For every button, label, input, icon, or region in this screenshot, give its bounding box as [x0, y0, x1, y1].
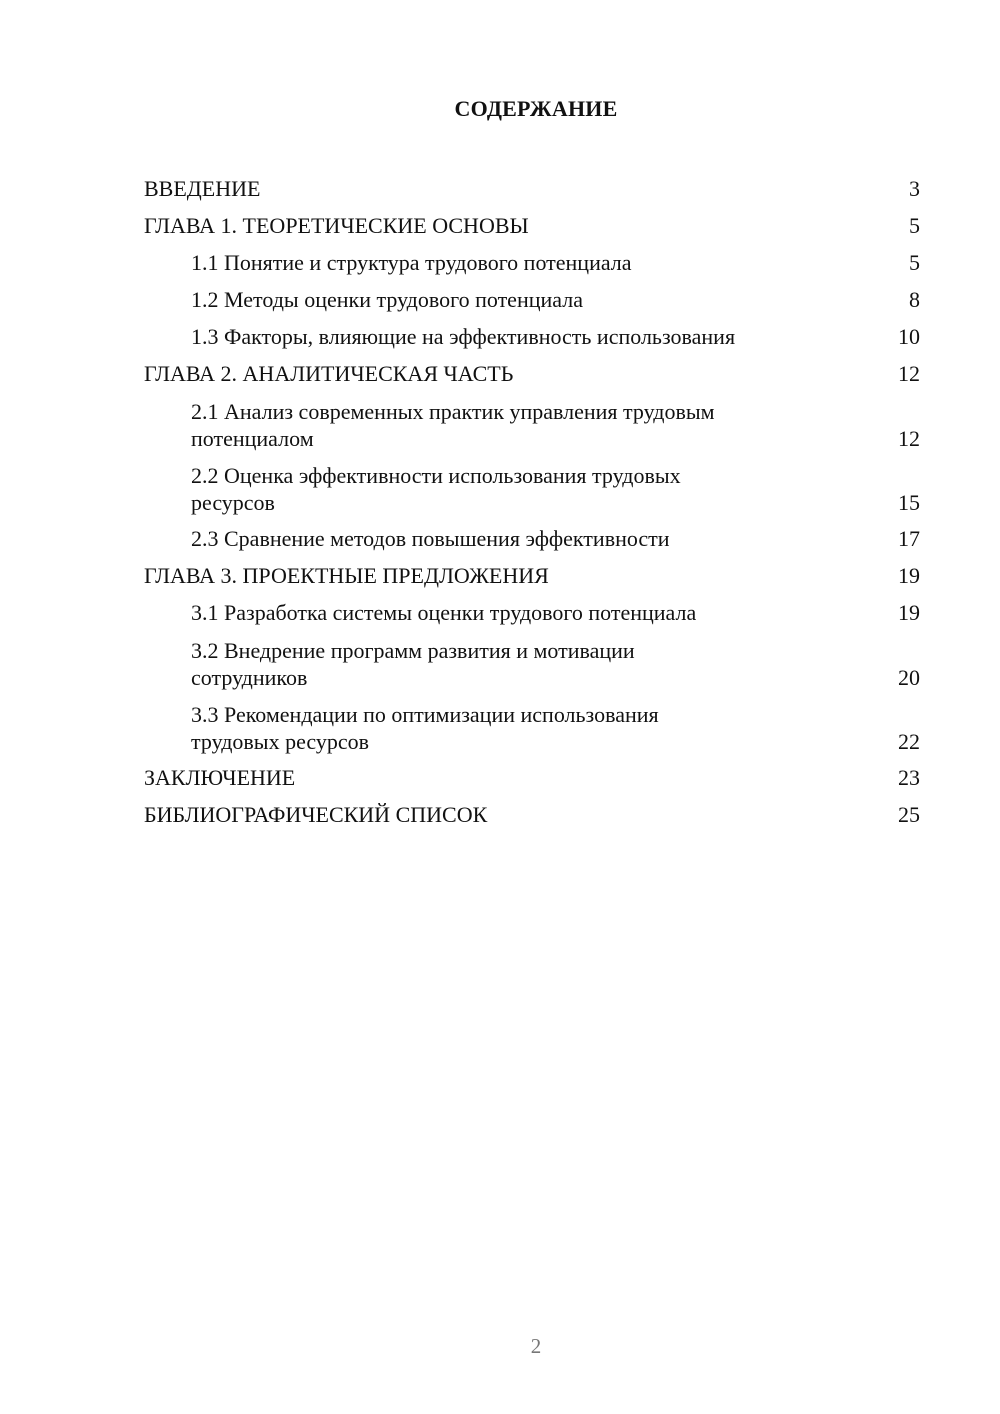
toc-entry-conclusion[interactable]: [144, 759, 920, 796]
toc-entry-label: ВВЕДЕНИЕ: [144, 176, 261, 201]
toc-entry-page: 3: [909, 176, 920, 201]
toc-entry-label: ГЛАВА 3. ПРОЕКТНЫЕ ПРЕДЛОЖЕНИЯ: [144, 563, 549, 588]
toc-entry-label: БИБЛИОГРАФИЧЕСКИЙ СПИСОК: [144, 802, 488, 827]
toc-entry-section-2-3[interactable]: [144, 520, 920, 557]
toc-entry-label: ГЛАВА 1. ТЕОРЕТИЧЕСКИЕ ОСНОВЫ: [144, 213, 529, 238]
toc-entry-page: 12: [898, 361, 920, 386]
toc-entry-label: ЗАКЛЮЧЕНИЕ: [144, 765, 296, 790]
toc-entry-section-2-2[interactable]: [144, 456, 920, 520]
toc-entry-page: 17: [898, 526, 920, 551]
page-title: СОДЕРЖАНИЕ: [454, 96, 618, 121]
toc-entry-page: 23: [898, 765, 920, 790]
toc-entry-label: 1.2 Методы оценки трудового потенциала: [191, 287, 583, 312]
toc-entry-page: 10: [898, 324, 920, 349]
toc-entry-introduction[interactable]: [144, 170, 920, 207]
toc-entry-label: 2.3 Сравнение методов повышения эффективности: [191, 526, 670, 551]
toc-entry-label: 3.1 Разработка системы оценки трудового потенциала: [191, 600, 697, 625]
toc-entry-page: 25: [898, 802, 920, 827]
toc-entry-page: 22: [898, 729, 920, 754]
toc-entry-section-3-1[interactable]: [144, 594, 920, 631]
toc-entry-chapter-3[interactable]: [144, 557, 920, 594]
toc-entry-page: 19: [898, 563, 920, 588]
toc-entry-label: 1.1 Понятие и структура трудового потенциала: [191, 250, 632, 275]
toc-entry-page: 5: [909, 250, 920, 275]
page-number: 2: [530, 1334, 542, 1358]
toc-entry-section-1-2[interactable]: [144, 281, 920, 318]
toc-entry-label: 3.2 Внедрение программ развития и мотивации сотрудников: [191, 638, 635, 690]
toc-entry-label: 2.1 Анализ современных практик управления трудовым потенциалом: [191, 399, 715, 451]
toc-entry-label: 2.2 Оценка эффективности использования трудовых ресурсов: [191, 463, 681, 515]
toc-entry-section-3-3[interactable]: [144, 695, 920, 759]
toc-entry-page: 20: [898, 665, 920, 690]
toc-entry-chapter-2[interactable]: [144, 355, 920, 392]
toc-entry-section-2-1[interactable]: [144, 392, 920, 456]
toc-entry-page: 19: [898, 600, 920, 625]
toc-entry-section-1-3[interactable]: [144, 318, 920, 355]
toc-entry-section-1-1[interactable]: [144, 244, 920, 281]
toc-entry-chapter-1[interactable]: [144, 207, 920, 244]
toc-entry-label: ГЛАВА 2. АНАЛИТИЧЕСКАЯ ЧАСТЬ: [144, 361, 514, 386]
toc-entry-section-3-2[interactable]: [144, 631, 920, 695]
toc-entry-page: 8: [909, 287, 920, 312]
toc-entry-label: 1.3 Факторы, влияющие на эффективность использования: [191, 324, 736, 349]
toc-entry-label: 3.3 Рекомендации по оптимизации использования трудовых ресурсов: [191, 702, 659, 754]
toc-entry-page: 15: [898, 490, 920, 515]
toc-entry-page: 5: [909, 213, 920, 238]
toc-entry-page: 12: [898, 426, 920, 451]
table-of-contents: [144, 170, 920, 833]
toc-entry-bibliography[interactable]: [144, 796, 920, 833]
